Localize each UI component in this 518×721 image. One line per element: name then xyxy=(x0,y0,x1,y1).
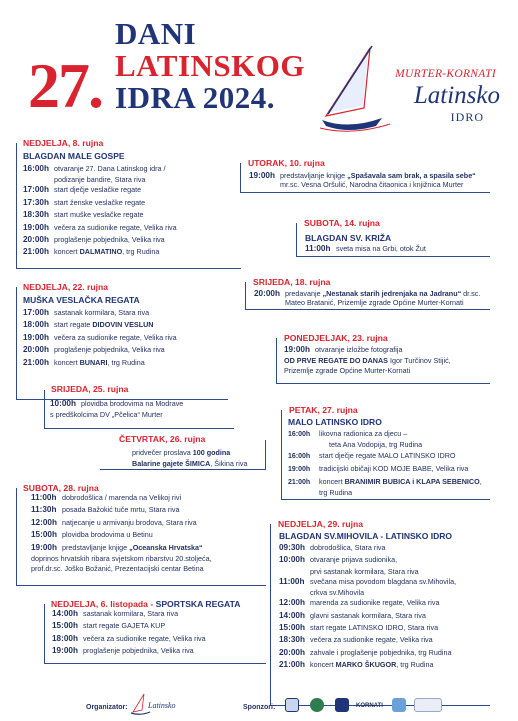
list-item: prof.dr.sc. Joško Božanić, Prezentacijski centar Betina xyxy=(31,564,204,574)
list-item: Prizemlje zgrade Općine Murter-Kornati xyxy=(284,366,411,376)
list-item: 19:00h predstavljanje knjige „Spašavala sam brak, a spasila sebe“ mr.sc. Vesna Oršulić, Narodna čitaonica i knjižnica Murter xyxy=(249,171,476,189)
section-nedjelja-22 xyxy=(23,295,243,369)
list-item: pridvečer proslava 100 godina xyxy=(132,448,231,457)
section-ponedjeljak-23-heading: PONEDJELJAK, 23. rujna xyxy=(281,333,391,343)
section-title: MUŠKA VESLAČKA REGATA xyxy=(23,295,140,305)
section-title: BLAGDAN MALE GOSPE xyxy=(23,151,125,161)
section-utorak-10-heading: UTORAK, 10. rujna xyxy=(245,158,328,168)
section-nedjelja-6-heading: NEDJELJA, 6. listopada - SPORTSKA REGATA xyxy=(48,599,243,609)
list-item: s predškolcima DV „Pčelica“ Murter xyxy=(50,410,163,420)
sponsor-logo-2 xyxy=(310,698,324,712)
section-nedjelja-6 xyxy=(52,608,272,658)
list-item: 17:30h start ženske veslačke regate xyxy=(23,197,146,207)
list-item: 16:00h start dječje regate MALO LATINSKO IDRO xyxy=(288,451,456,460)
section-nedjelja-8-heading: NEDJELJA, 8. rujna xyxy=(20,138,106,148)
logo-main-text: Latinsko xyxy=(413,82,500,109)
list-item: 11:00h dobrodošlica / marenda na Velikoj rivi xyxy=(31,493,182,502)
section-nedjelja-8 xyxy=(23,151,253,259)
list-item: 15:00h start regate GAJETA KUP xyxy=(52,621,166,631)
list-item: 14:00h glavni sastanak kormilara, Stara riva xyxy=(279,610,426,620)
section-petak-27 xyxy=(288,417,500,498)
list-item: 19:00h večera za sudionike regate, Velika riva xyxy=(23,332,177,342)
list-item: 21:00h koncert DALMATINO, trg Rudina xyxy=(23,247,160,257)
list-item: 17:00h sastanak kormilara, Stara riva xyxy=(23,308,150,317)
title-line-2: LATINSKOG xyxy=(115,48,305,83)
section-cetvrtak-26 xyxy=(132,447,267,469)
list-item: 18:30h start muške veslačke regate xyxy=(23,210,144,220)
logo-sub-text: IDRO xyxy=(450,110,484,124)
list-item: 18:00h večera za sudionike regate, Velika riva xyxy=(52,633,206,643)
section-subota-28-heading: SUBOTA, 28. rujna xyxy=(20,483,102,493)
title-line-3 xyxy=(115,82,275,113)
sponsor-logo-1 xyxy=(285,698,299,712)
section-title: BLAGDAN SV. KRIŽA xyxy=(305,233,392,243)
list-item: 17:00h start dječje veslačke regate xyxy=(23,185,142,195)
list-item: 16:00h likovna radionica za djecu – xyxy=(288,429,408,438)
list-item: 15:00h plovidba brodovima u Betinu xyxy=(31,530,153,540)
section-srijeda-25-heading: SRIJEDA, 25. rujna xyxy=(48,384,131,394)
list-item: prvi sastanak kormilara, Stara riva xyxy=(310,566,419,576)
list-item: 19:00h večera za sudionike regate, Velika riva xyxy=(23,222,177,232)
list-item: 11:00h svečana misa povodom blagdana sv.Mihovila, xyxy=(279,576,457,586)
section-subota-28 xyxy=(31,492,271,574)
list-item: podizanje bandire, Stara riva xyxy=(54,175,146,185)
list-item: 16:00h otvaranje 27. Dana Latinskog idra / xyxy=(23,164,166,173)
list-item: 20:00h proglašenje pobjednika, Velika riva xyxy=(23,345,165,355)
section-title: MALO LATINSKO IDRO xyxy=(288,417,382,427)
section-ponedjeljak-23 xyxy=(284,344,494,376)
list-item: 11:30h posada Bažokić tuče mrtu, Stara riva xyxy=(31,505,180,515)
list-item: 12:00h natjecanje u armivanju brodova, Stara riva xyxy=(31,517,197,527)
list-item: 10:00h otvaranje prijava sudionika, xyxy=(279,555,398,565)
organizer-logo: Latinsko xyxy=(130,692,180,716)
festival-logo xyxy=(318,44,508,144)
list-item: 19:00h tradicijski običaji KOD MOJE BABE, Velika riva xyxy=(288,464,469,473)
organizer-label: Organizator: xyxy=(86,704,128,711)
sponsor-logo-5 xyxy=(392,698,406,712)
list-item: OD PRVE REGATE DO DANAS Igor Turčinov Stijić, xyxy=(284,356,451,366)
list-item: 19:00h predstavljanje knjige „Oceanska Hrvatska“ xyxy=(31,542,203,552)
list-item: 20:00h proglašenje pobjednika, Velika riva xyxy=(23,235,165,245)
edition-number: 27. xyxy=(28,50,102,121)
list-item: 12:00h marenda za sudionike regate, Velika riva xyxy=(279,598,440,608)
title-year: 2024. xyxy=(202,80,276,115)
sponsor-logo-kornati: KORNATI xyxy=(356,703,383,709)
list-item: 19:00h proglašenje pobjednika, Velika riva xyxy=(52,646,194,656)
list-item: 18:00h start regate DIDOVIN VESLUN xyxy=(23,320,154,330)
section-nedjelja-22-heading: NEDJELJA, 22. rujna xyxy=(20,282,111,292)
section-srijeda-25 xyxy=(50,398,250,420)
list-item: 15:00h start regate LATINSKO IDRO, Stara riva xyxy=(279,623,439,633)
list-item: 19:00h otvaranje izložbe fotografija xyxy=(284,345,403,354)
section-nedjelja-29-heading: NEDJELJA, 29. rujna xyxy=(275,519,366,529)
list-item: trg Rudina xyxy=(319,488,353,497)
sponsor-logo-6 xyxy=(414,698,442,712)
list-item: crkva sv.Mihovila xyxy=(310,588,365,598)
list-item: 21:00h koncert BUNARI, trg Rudina xyxy=(23,357,145,367)
section-title: BLAGDAN SV.MIHOVILA - LATINSKO IDRO xyxy=(279,531,452,541)
list-item: 20:00h predavanje „Nestanak starih jedrenjaka na Jadranu“ dr.sc. Mateo Bratanić, Prizemlje zgrade Općine Murter-Kornati xyxy=(254,289,481,307)
section-srijeda-18-heading: SRIJEDA, 18. rujna xyxy=(250,277,333,287)
list-item: 10:00h plovidba brodovima na Modrave xyxy=(50,399,184,408)
sailboat-icon xyxy=(318,44,398,134)
list-item: 21:00h koncert BRANIMIR BUBICA i KLAPA SEBENICO, xyxy=(288,477,482,486)
list-item: 09:30h dobrodošlica, Stara riva xyxy=(279,543,386,552)
sponsor-logo-3 xyxy=(335,698,349,712)
section-srijeda-18 xyxy=(254,287,494,307)
section-subota-14 xyxy=(305,233,495,255)
list-item: 18:30h večera za sudionike regate, Velika riva xyxy=(279,635,433,645)
title-line-1: DANI xyxy=(115,16,197,51)
section-subota-14-heading: SUBOTA, 14. rujna xyxy=(301,218,383,228)
list-item: 11:00h sveta misa na Grbi, otok Žut xyxy=(305,244,426,253)
section-cetvrtak-26-heading: ČETVRTAK, 26. rujna xyxy=(116,434,208,444)
logo-top-text: MURTER-KORNATI xyxy=(395,68,496,80)
section-petak-27-heading: PETAK, 27. rujna xyxy=(286,405,361,415)
list-item: 21:00h koncert MARKO ŠKUGOR, trg Rudina xyxy=(279,660,434,670)
section-utorak-10 xyxy=(249,169,489,189)
title-idra: IDRA xyxy=(115,80,195,115)
list-item: Balarine gajete ŠIMICA, Šikina riva xyxy=(132,459,248,468)
list-item: doprinos hrvatskih ribara svjetskom ribarstvu 20.stoljeća, xyxy=(31,554,212,564)
list-item: 14:00h sastanak kormilara, Stara riva xyxy=(52,609,179,618)
list-item: teta Ana Vodopija, trg Rudina xyxy=(329,440,423,449)
section-nedjelja-29 xyxy=(279,531,494,672)
sponsors-label: Sponzori: xyxy=(243,704,276,711)
list-item: 20:00h zahvale i proglašenje pobjednika, trg Rudina xyxy=(279,647,452,657)
